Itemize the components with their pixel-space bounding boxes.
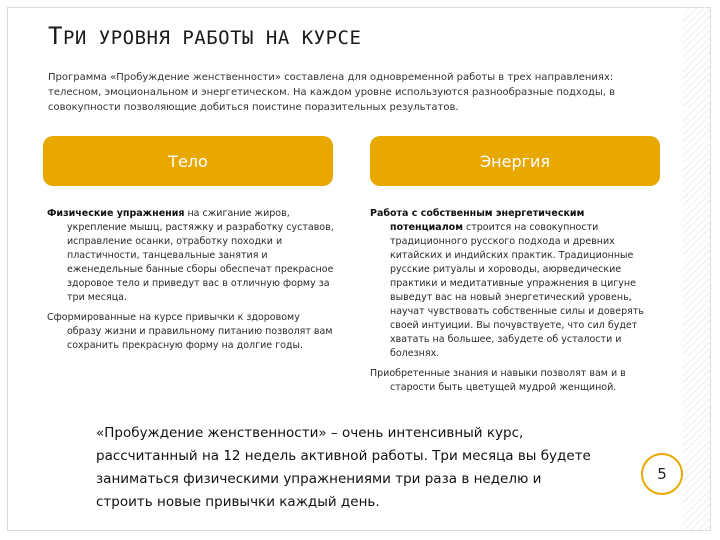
intro-paragraph: Программа «Пробуждение женственности» составлена для одновременной работы в трех направлениях: телесном, эмоциональном и энергетическом. На каждом уровне используются разнообразные подходы, в совокупности позволяющие добиться поистине поразительных результатов.	[48, 72, 616, 113]
body-paragraph-1	[47, 207, 337, 305]
energy-p1-bold: Работа с собственным энергетическим потенциалом	[370, 208, 585, 233]
header-body	[43, 136, 333, 186]
body-column	[47, 207, 337, 359]
body-paragraph-2: Сформированные на курсе привычки к здоровому образу жизни и правильному питанию позволят вам сохранить прекрасную форму на долгие годы.	[47, 312, 333, 351]
page-number-badge	[641, 453, 683, 495]
energy-p1-text: строится на совокупности традиционного русского подхода и древних китайских и индийских практик. Традиционные русские ритуалы и хороводы, аюрведические практики и медитативные упражнения в цигуне выведут вас на новый энергетический уровень, научат чувствовать собственные силы и доверять своей интуиции. Вы почувствуете, что сил будет хватать на большее, забудете об усталости и болезнях.	[390, 222, 644, 359]
decorative-stripe-pattern	[683, 7, 711, 531]
header-body-label: Тело	[168, 151, 208, 171]
summary-paragraph: «Пробуждение женственности» – очень интенсивный курс, рассчитанный на 12 недель активной работы. Три месяца вы будете заниматься физическими упражнениями три раза в неделю и строить новые привычки каждый день.	[96, 425, 591, 510]
page-number: 5	[657, 465, 667, 483]
body-p1-bold: Физические упражнения	[47, 208, 185, 219]
energy-paragraph-1	[370, 207, 660, 361]
title-initial: Т	[48, 22, 63, 50]
body-p1-text: на сжигание жиров, укрепление мышц, растяжку и разработку суставов, исправление осанки, отработку походки и пластичности, танцевальные занятия и еженедельные банные сборы обеспечат прекрасное здоровое тело и приведут вас в отличную форму за три месяца.	[67, 208, 334, 303]
energy-paragraph-2: Приобретенные знания и навыки позволят вам и в старости быть цветущей мудрой женщиной.	[370, 368, 626, 393]
header-energy	[370, 136, 660, 186]
energy-column	[370, 207, 660, 401]
slide-title	[48, 22, 361, 50]
header-energy-label: Энергия	[479, 151, 551, 171]
title-rest: РИ УРОВНЯ РАБОТЫ НА КУРСЕ	[62, 27, 362, 49]
